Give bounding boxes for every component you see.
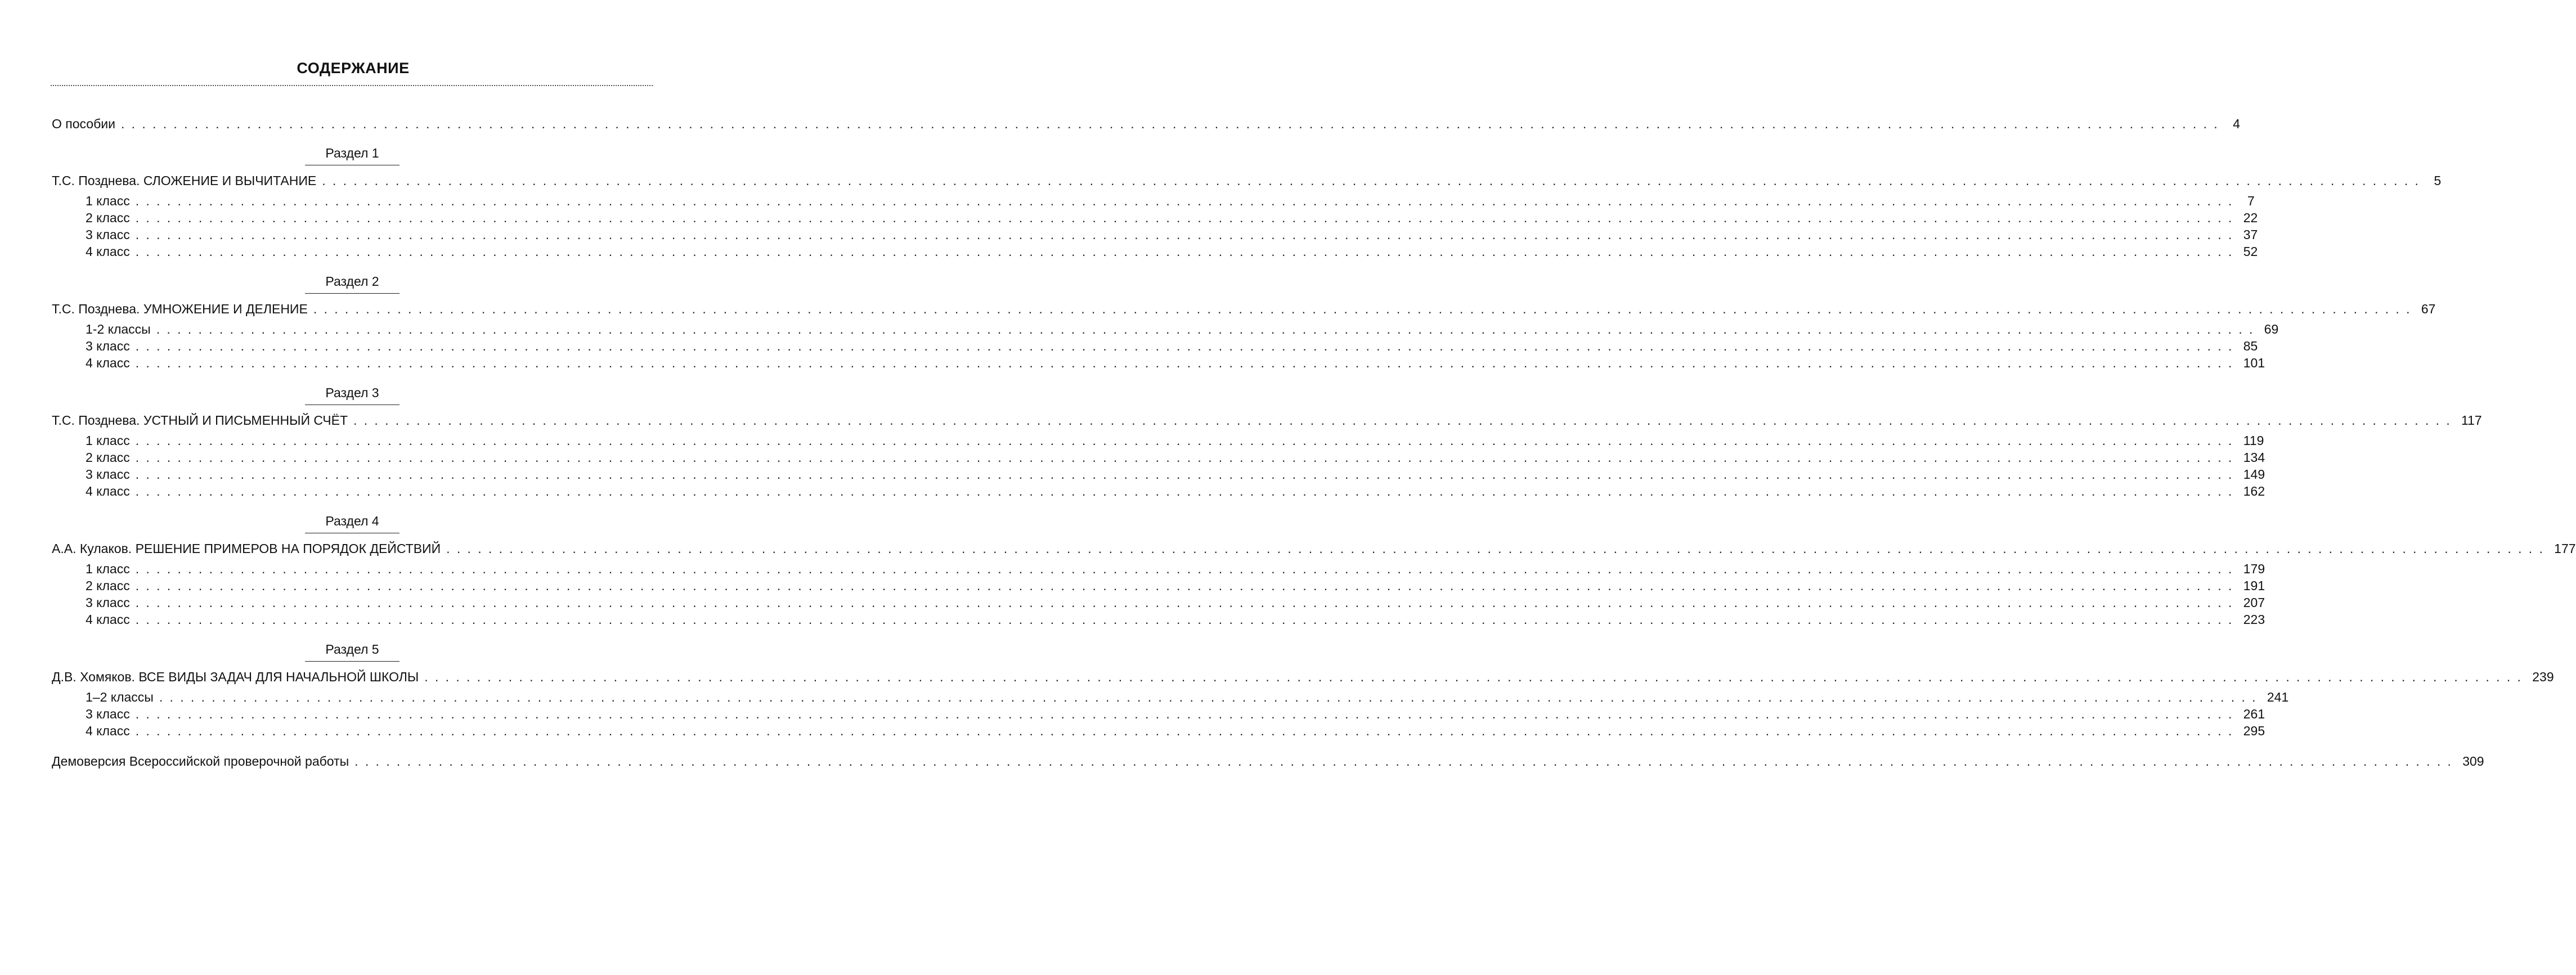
toc-entry-demo[interactable] bbox=[52, 753, 2484, 770]
toc-entry-label: О пособии bbox=[52, 116, 115, 131]
dot-leader: ........................................................................................................................................................................................................ bbox=[135, 595, 2239, 610]
dot-leader: ........................................................................................................................................................................................................ bbox=[354, 754, 2458, 769]
toc-subentry[interactable] bbox=[86, 192, 2255, 209]
toc-entry-label: 4 класс bbox=[86, 484, 130, 498]
toc-entry-page: 5 bbox=[2434, 173, 2442, 188]
toc-entry-page: 134 bbox=[2243, 450, 2265, 465]
toc-entry-page: 309 bbox=[2462, 754, 2484, 769]
dot-leader: ........................................................................................................................................................................................................ bbox=[135, 467, 2239, 482]
toc-entry-intro[interactable] bbox=[52, 115, 2240, 132]
toc-subentry[interactable] bbox=[86, 466, 2265, 483]
toc-entry-label: 4 класс bbox=[86, 612, 130, 627]
toc-entry-label: 3 класс bbox=[86, 227, 130, 242]
toc-subentry[interactable] bbox=[86, 449, 2265, 466]
toc-entry-page: 241 bbox=[2267, 690, 2289, 704]
dot-leader: ........................................................................................................................................................................................................ bbox=[135, 433, 2239, 448]
toc-entry-page: 117 bbox=[2461, 413, 2482, 428]
toc-entry-page: 295 bbox=[2243, 724, 2265, 738]
toc-section-entry[interactable] bbox=[52, 172, 2442, 189]
dot-leader: ........................................................................................................................................................................................................ bbox=[135, 484, 2239, 498]
dot-leader: ........................................................................................................................................................................................................ bbox=[135, 339, 2239, 353]
toc-section-entry[interactable] bbox=[52, 412, 2482, 429]
dot-leader: ........................................................................................................................................................................................................ bbox=[135, 210, 2239, 225]
toc-subentry[interactable] bbox=[86, 706, 2265, 722]
dot-leader: ........................................................................................................................................................................................................ bbox=[135, 707, 2239, 721]
dot-leader: ........................................................................................................................................................................................................ bbox=[156, 322, 2260, 336]
dot-leader: ........................................................................................................................................................................................................ bbox=[424, 670, 2528, 684]
toc-entry-label: 2 класс bbox=[86, 450, 130, 465]
toc-entry-page: 67 bbox=[2421, 302, 2436, 316]
toc-entry-label: А.А. Кулаков. РЕШЕНИЕ ПРИМЕРОВ НА ПОРЯДОК ДЕЙСТВИЙ bbox=[52, 541, 441, 556]
dot-leader: ........................................................................................................................................................................................................ bbox=[135, 244, 2239, 259]
toc-subentry[interactable] bbox=[86, 594, 2265, 611]
section-heading-4: Раздел 4 bbox=[305, 513, 400, 533]
toc-entry-label: Демоверсия Всероссийской проверочной работы bbox=[52, 754, 349, 769]
toc-entry-page: 101 bbox=[2243, 356, 2265, 370]
toc-subentry[interactable] bbox=[86, 722, 2265, 739]
section-heading-1: Раздел 1 bbox=[305, 145, 400, 165]
toc-entry-label: Д.В. Хомяков. ВСЕ ВИДЫ ЗАДАЧ ДЛЯ НАЧАЛЬНОЙ ШКОЛЫ bbox=[52, 670, 419, 684]
toc-subentry[interactable] bbox=[86, 354, 2265, 371]
toc-entry-label: 1 класс bbox=[86, 194, 130, 208]
section-heading-5: Раздел 5 bbox=[305, 641, 400, 662]
toc-entry-page: 179 bbox=[2243, 561, 2265, 576]
toc-entry-page: 37 bbox=[2243, 227, 2258, 242]
toc-entry-label: 3 класс bbox=[86, 595, 130, 610]
toc-entry-page: 239 bbox=[2532, 670, 2554, 684]
toc-entry-label: Т.С. Позднева. СЛОЖЕНИЕ И ВЫЧИТАНИЕ bbox=[52, 173, 317, 188]
toc-subentry[interactable] bbox=[86, 483, 2265, 500]
dot-leader: ........................................................................................................................................................................................................ bbox=[120, 116, 2224, 131]
toc-subentry[interactable] bbox=[86, 689, 2289, 706]
dot-leader: ........................................................................................................................................................................................................ bbox=[135, 356, 2239, 370]
toc-entry-page: 7 bbox=[2247, 194, 2255, 208]
section-heading-2: Раздел 2 bbox=[305, 273, 400, 294]
toc-entry-label: 1 класс bbox=[86, 433, 130, 448]
toc-entry-label: 2 класс bbox=[86, 210, 130, 225]
toc-entry-label: 4 класс bbox=[86, 724, 130, 738]
dot-leader: ........................................................................................................................................................................................................ bbox=[135, 578, 2239, 593]
toc-entry-page: 119 bbox=[2243, 433, 2264, 448]
toc-entry-label: 3 класс bbox=[86, 467, 130, 482]
toc-entry-page: 223 bbox=[2243, 612, 2265, 627]
toc-entry-label: 2 класс bbox=[86, 578, 130, 593]
toc-entry-page: 149 bbox=[2243, 467, 2265, 482]
toc-subentry[interactable] bbox=[86, 321, 2279, 338]
section-heading-3: Раздел 3 bbox=[305, 384, 400, 405]
toc-subentry[interactable] bbox=[86, 560, 2265, 577]
toc-entry-page: 162 bbox=[2243, 484, 2265, 498]
toc-subentry[interactable] bbox=[86, 209, 2258, 226]
dot-leader: ........................................................................................................................................................................................................ bbox=[353, 413, 2457, 428]
toc-entry-page: 52 bbox=[2243, 244, 2258, 259]
toc-subentry[interactable] bbox=[86, 243, 2258, 260]
dot-leader: ........................................................................................................................................................................................................ bbox=[159, 690, 2263, 704]
toc-section-entry[interactable] bbox=[52, 540, 2576, 557]
toc-section-entry[interactable] bbox=[52, 300, 2436, 317]
toc-entry-page: 207 bbox=[2243, 595, 2265, 610]
toc-entry-label: 3 класс bbox=[86, 339, 130, 353]
dot-leader: ........................................................................................................................................................................................................ bbox=[135, 450, 2239, 465]
toc-subentry[interactable] bbox=[86, 226, 2258, 243]
dotted-title-rule bbox=[51, 85, 653, 86]
dot-leader: ........................................................................................................................................................................................................ bbox=[135, 612, 2239, 627]
dot-leader: ........................................................................................................................................................................................................ bbox=[313, 302, 2417, 316]
toc-subentry[interactable] bbox=[86, 577, 2265, 594]
toc-entry-label: 1-2 классы bbox=[86, 322, 151, 336]
dot-leader: ........................................................................................................................................................................................................ bbox=[135, 194, 2239, 208]
toc-entry-page: 85 bbox=[2243, 339, 2258, 353]
toc-entry-label: 4 класс bbox=[86, 244, 130, 259]
dot-leader: ........................................................................................................................................................................................................ bbox=[135, 561, 2239, 576]
toc-subentry[interactable] bbox=[86, 432, 2264, 449]
toc-entry-label: 1 класс bbox=[86, 561, 130, 576]
dot-leader: ........................................................................................................................................................................................................ bbox=[446, 541, 2550, 556]
toc-subentry[interactable] bbox=[86, 611, 2265, 628]
toc-section-entry[interactable] bbox=[52, 668, 2554, 685]
toc-entry-page: 191 bbox=[2243, 578, 2265, 593]
toc-subentry[interactable] bbox=[86, 338, 2258, 354]
toc-entry-page: 22 bbox=[2243, 210, 2258, 225]
toc-entry-label: Т.С. Позднева. УСТНЫЙ И ПИСЬМЕННЫЙ СЧЁТ bbox=[52, 413, 348, 428]
toc-entry-page: 69 bbox=[2264, 322, 2279, 336]
dot-leader: ........................................................................................................................................................................................................ bbox=[322, 173, 2426, 188]
toc-entry-label: 4 класс bbox=[86, 356, 130, 370]
toc-entry-label: Т.С. Позднева. УМНОЖЕНИЕ И ДЕЛЕНИЕ bbox=[52, 302, 308, 316]
page-title: СОДЕРЖАНИЕ bbox=[297, 60, 410, 77]
dot-leader: ........................................................................................................................................................................................................ bbox=[135, 227, 2239, 242]
toc-entry-page: 261 bbox=[2243, 707, 2265, 721]
toc-entry-page: 4 bbox=[2233, 116, 2240, 131]
toc-entry-label: 3 класс bbox=[86, 707, 130, 721]
toc-entry-page: 177 bbox=[2554, 541, 2576, 556]
dot-leader: ........................................................................................................................................................................................................ bbox=[135, 724, 2239, 738]
toc-entry-label: 1–2 классы bbox=[86, 690, 154, 704]
